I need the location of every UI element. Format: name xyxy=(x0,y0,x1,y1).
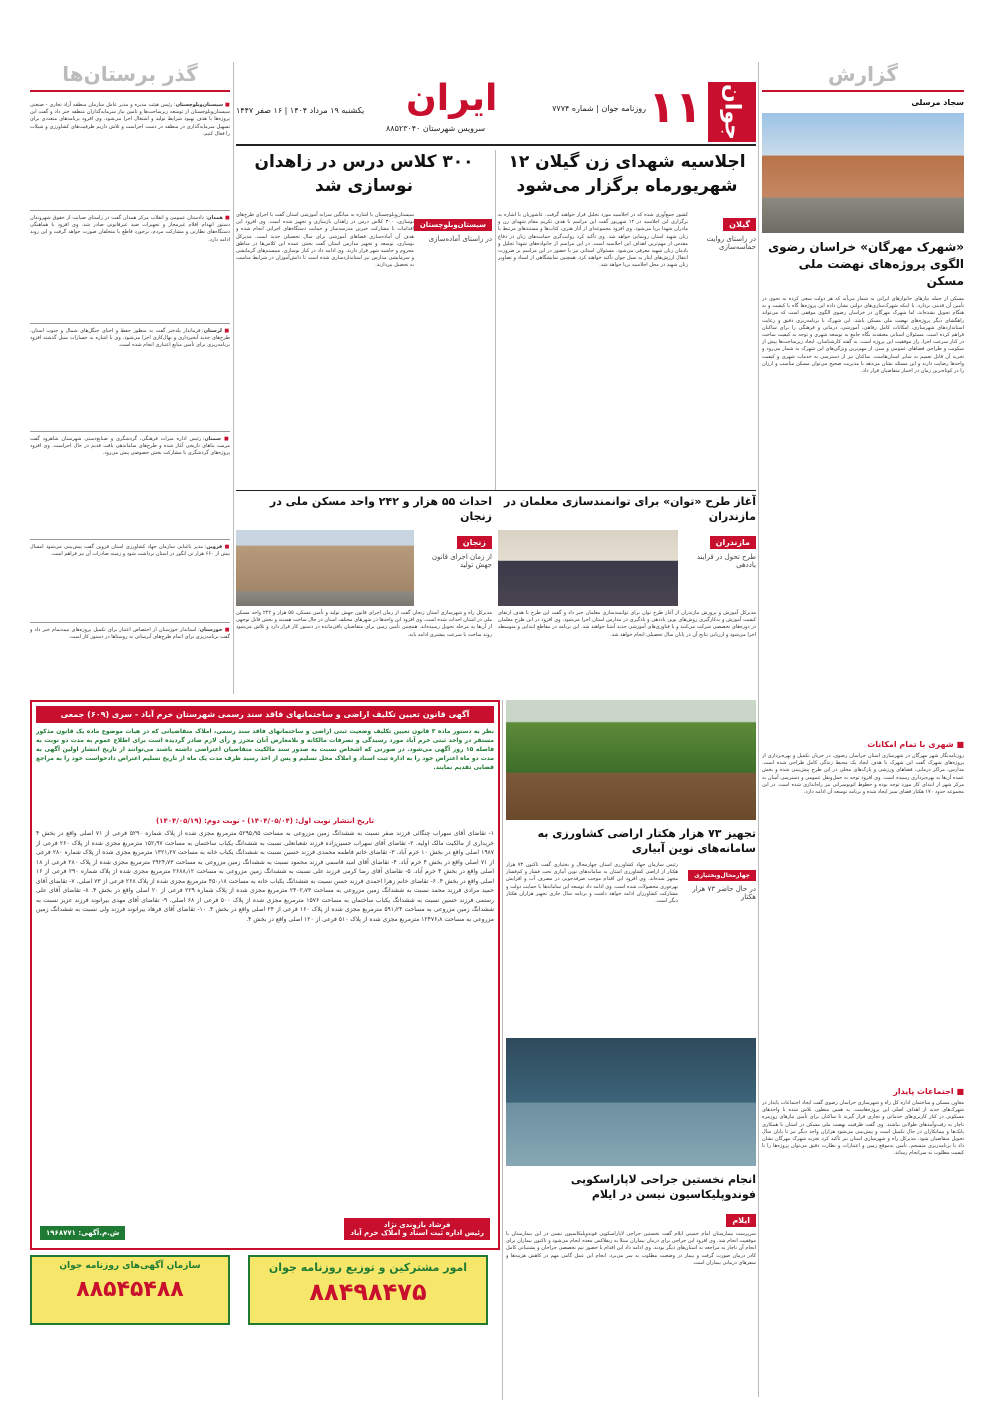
column-divider xyxy=(495,150,496,490)
right-sidebar-body-1: مسکن از جمله نیازهای خانوارهای ایرانی به شمار می‌آید که هر دولت سعی کرده به نحوی در تأمین آن قدمی بردارد. با اینکه شهرک‌سازی‌های دولتی نشان داده این پروژه‌ها گاه با کیفیت و به هنگام تحویل نشده‌اند، اما شهرک مهرگان در خراسان رضوی الگوی موفقی است که می‌تواند راهگشای دیگر پروژه‌های نهضت ملی مسکن باشد. این شهرک با برنامه‌ریزی دقیق و رعایت استانداردهای شهرسازی، امکانات کامل رفاهی، آموزشی، درمانی و فرهنگی را برای ساکنان فراهم کرده است. مسئولان استانی معتقدند نگاه جامع به توسعه شهری و توجه به کیفیت ساخت در کنار سرعت اجرا، راز موفقیت این پروژه است. به گفته کارشناسان، ایجاد زیرساخت‌ها پیش از سکونت و طراحی فضاهای عمومی و سبز، از مهم‌ترین ویژگی‌های این شهرک به شمار می‌رود و تجربه آن قابل تعمیم به سایر استان‌هاست. ساکنان نیز از دسترسی به خدمات شهری و کیفیت واحدها رضایت دارند و این مسئله نشان می‌دهد با مدیریت صحیح می‌توان مسکن مناسب و ارزان را در کوتاه‌ترین زمان در اختیار متقاضیان قرار داد. xyxy=(762,296,964,375)
article-body: رئیس سازمان جهاد کشاورزی استان چهارمحال و بختیاری گفت تاکنون ۷۳ هزار هکتار از اراضی کشاورزی استان به سامانه‌های نوین آبیاری تحت فشار و کم‌فشار مجهز شده‌اند. وی افزود این اقدام موجب صرفه‌جویی در مصرف آب و افزایش بهره‌وری محصولات شده است. وی ادامه داد توسعه این سامانه‌ها با حمایت دولت و مشارکت کشاورزان ادامه خواهد داشت و برنامه سال جاری تجهیز هزاران هکتار دیگر است. xyxy=(506,862,678,905)
article-headline: تجهیز ۷۳ هزار هکتار اراضی کشاورزی به سامانه‌های نوین آبیاری xyxy=(537,827,756,855)
column-divider xyxy=(502,700,503,1400)
sidebar-item-province: قزوین xyxy=(206,544,223,550)
sidebar-item: ■ همدان: دادستان عمومی و انقلاب مرکز همدان گفت در راستای صیانت از حقوق شهروندان دستور انهدام اقلام غیرمجاز و تجهیزات صید غیرقانونی صادر شد. وی افزود با هماهنگی دستگاه‌های نظارتی و مشارکت مردم، برخورد قاطع با متخلفان صورت خواهد گرفت و این روند ادامه دارد. xyxy=(30,210,230,315)
article-body: مدیرکل آموزش و پرورش مازندران از آغاز طرح توان برای توانمندسازی معلمان خبر داد و گفت این طرح با هدف ارتقای کیفیت آموزش و به‌کارگیری روش‌های نوین یاددهی و یادگیری در مدارس استان اجرا می‌شود. وی افزود در این طرح معلمان در دوره‌های تخصصی شرکت می‌کنند و با فناوری‌های آموزشی جدید آشنا خواهند شد. این برنامه در مقاطع ابتدایی و متوسطه اجرا می‌شود و ارزیابی نتایج آن در پایان سال تحصیلی انجام خواهد شد. xyxy=(498,610,756,638)
subscribers-phone: ۸۸۴۹۸۴۷۵ xyxy=(309,1278,427,1306)
notice-number: ش.م.آگهی: ۱۹۶۸۷۷۱ xyxy=(40,1226,125,1240)
eleven-logo: ۱۱ xyxy=(648,82,702,133)
service-line: سرویس شهرستان ۸۸۵۲۳۰۴۰ xyxy=(386,124,486,133)
ads-org-box xyxy=(30,1255,230,1325)
article-body: سیستان‌وبلوچستان با اشاره به میانگین سرانه آموزشی استان گفت با اجرای طرح‌های نوسازی، ۳۰۰ کلاس درس در زاهدان بازسازی و تجهیز شده است. وی افزود این اقدامات با مشارکت خیرین مدرسه‌ساز و حمایت دستگاه‌های اجرایی انجام شده و هدف آن آماده‌سازی فضاهای آموزشی برای سال تحصیلی جدید است. مدیرکل نوسازی، توسعه و تجهیز مدارس استان گفت بخش عمده این کلاس‌ها در مناطق محروم و حاشیه شهر قرار دارند. وی ادامه داد در کنار نوسازی، سیستم‌های گرمایشی و سرمایشی مدارس نیز استانداردسازی شده است تا دانش‌آموزان در شرایط مناسب به تحصیل بپردازند. xyxy=(236,212,415,269)
sidebar-item: ■ لرستان: فرماندار پلدختر گفت به منظور حفظ و احیای جنگل‌های شمال و جنوب استان، طرح‌های جدید آبخیزداری و نهال‌کاری اجرا می‌شود. وی با اشاره به خسارات سیل گذشته افزود برنامه‌ریزی برای تأمین منابع اعتباری انجام شده است. xyxy=(30,323,230,423)
province-tag: مازندران xyxy=(710,536,756,549)
subhead-2: ■ اجتماعات پایدار xyxy=(893,1087,964,1096)
article-gilan xyxy=(498,150,756,490)
province-tag: ایلام xyxy=(726,1214,756,1227)
reporter-note: در راستای آماده‌سازی xyxy=(428,235,492,243)
author: سجاد مرسلی xyxy=(911,98,964,107)
reporter-note: در حال حاضر ۷۳ هزار هکتار xyxy=(692,885,756,901)
legal-notice xyxy=(30,700,500,1250)
section-label: روزنامه جوان | شماره ۷۷۷۴ xyxy=(552,104,646,113)
buildings-photo xyxy=(236,530,414,606)
left-sidebar-title: گذر برستان‌ها xyxy=(30,62,230,92)
province-tag: سیستان‌وبلوچستان xyxy=(414,219,492,231)
header-rule xyxy=(236,144,756,146)
row-divider xyxy=(236,490,756,491)
province-tag: گیلان xyxy=(723,218,756,231)
sidebar-item-province: همدان xyxy=(207,215,223,221)
article-body: سرپرست بیمارستان امام خمینی ایلام گفت نخستین جراحی لاپاراسکوپی فوندوپلیکاسیون نیسن در این بیمارستان با موفقیت انجام شد. وی افزود این جراحی برای درمان بیماران مبتلا به ریفلاکس معده انجام می‌شود و تاکنون بیماران برای انجام آن ناچار به مراجعه به استان‌های دیگر بودند. وی ادامه داد این اقدام با حضور تیم تخصصی جراحان و پشتیبانی کامل کادر درمان صورت گرفت و بیمار در وضعیت مطلوب به سر می‌برد. انجام این عمل گامی مهم در کاهش هزینه‌ها و سفرهای درمانی بیماران است. xyxy=(506,1231,756,1266)
sidebar-item: ■ قزوین: مدیر باغبانی سازمان جهاد کشاورزی استان قزوین گفت پیش‌بینی می‌شود امسال بیش از ۶۶۰ هزار تن انگور در استان برداشت شود و زمینه صادرات آن نیز فراهم است. xyxy=(30,539,230,614)
column-divider xyxy=(758,62,759,1397)
left-sidebar xyxy=(30,62,230,692)
ads-phone: ۸۸۵۴۵۴۸۸ xyxy=(76,1277,184,1302)
sidebar-item: ■ خوزستان: استاندار خوزستان از اختصاص اعتبار برای تکمیل پروژه‌های نیمه‌تمام خبر داد و گفت برنامه‌ریزی برای اتمام طرح‌های آبرسانی به روستاها در دستور کار است. xyxy=(30,622,230,689)
province-tag: زنجان xyxy=(457,536,492,549)
sidebar-item: ■ سمنان: رئیس اداره میراث فرهنگی، گردشگری و صنایع‌دستی شهرستان شاهرود گفت مرمت بناهای تاریخی آغاز شده و طرح‌های ساماندهی بافت قدیم در حال اجراست. وی افزود پروژه‌های گردشگری با مشارکت بخش خصوصی پیش می‌رود. xyxy=(30,431,230,531)
column-divider xyxy=(233,62,234,694)
sidebar-item-province: سیستان‌وبلوچستان xyxy=(175,102,224,108)
province-tag: چهارمحال‌وبختیاری xyxy=(688,870,756,881)
teachers-photo xyxy=(498,530,678,606)
right-sidebar-body-2: روزنامه‌نگار شهر مهرگان در شهرسازی استان خراسان رضوی، در جریان تکمیل و بهره‌برداری از پروژه‌های شهرک گفت این شهرک با هدف ایجاد یک محیط زندگی کامل طراحی شده است. مدارس، مراکز درمانی، فضاهای ورزشی و پارک‌های محلی در این طرح پیش‌بینی شده و بخش عمده آن‌ها به بهره‌برداری رسیده است. وی افزود توجه به حمل‌ونقل عمومی و دسترسی آسان به مرکز شهر از ابتدای کار مورد توجه بوده و خطوط اتوبوسرانی نیز راه‌اندازی شده است. در این مجموعه حدود ۱۷۰ هکتار فضای سبز ایجاد شده و برنامه توسعه آن ادامه دارد. xyxy=(762,753,964,796)
article-headline: انجام نخستین جراحی لاپاراسکوپی فوندوپلیکاسیون نیسن در ایلام xyxy=(570,1173,756,1201)
sidebar-item-province: سمنان xyxy=(204,436,221,442)
date-line: یکشنبه ۱۹ مرداد ۱۴۰۴ | ۱۶ صفر ۱۴۴۷ xyxy=(236,106,365,115)
right-sidebar-body-3: معاون مسکن و ساختمان اداره کل راه و شهرسازی خراسان رضوی گفت ایجاد اجتماعات پایدار در شهرک‌های جدید از اهداف اصلی این پروژه‌هاست. به همین منظور، تلاش شده تا واحدهای مسکونی در کنار کاربری‌های خدماتی و تجاری قرار گیرند تا ساکنان برای تأمین نیازهای روزمره ناچار به رفت‌وآمدهای طولانی نباشند. وی گفت ظرفیت نهضت ملی مسکن در استان با همکاری بانک‌ها و پیمانکاران در حال تکمیل است و پیش‌بینی می‌شود هزاران واحد دیگر نیز تا پایان سال تحویل متقاضیان شود. مدیرکل راه و شهرسازی استان نیز تأکید کرد تجربه شهرک مهرگان نشان داد با برنامه‌ریزی منسجم، تأمین به‌موقع زمین و اعتبارات و نظارت دقیق می‌توان پروژه‌ها را با کیفیت مطلوب به سرانجام رساند. xyxy=(762,1100,964,1157)
article-body: مدیرکل راه و شهرسازی استان زنجان گفت از زمان اجرای قانون جهش تولید و تأمین مسکن، ۵۵ هزار و ۲۴۲ واحد مسکن ملی در استان احداث شده است. وی افزود این واحدها در شهرهای مختلف استان در حال ساخت هستند و بخش قابل توجهی از آن‌ها به مرحله تحویل رسیده‌اند. همچنین تأمین زمین برای متقاضیان باقی‌مانده در دستور کار قرار دارد و تلاش می‌شود روند ساخت با سرعت بیشتری ادامه یابد. xyxy=(236,610,492,638)
masthead xyxy=(236,82,756,142)
reporter-note: از زمان اجرای قانون جهش تولید xyxy=(431,553,492,569)
surgery-photo xyxy=(506,1038,756,1166)
subhead-1: ■ شهری با تمام امکانات xyxy=(867,740,964,749)
legal-notice-list: ۱- تقاضای آقای سهراب چنگائی فرزند صفر نسبت به ششدانگ زمین مزروعی به مساحت ۵۲۹۵٫۹۵ مترمربع مجزی شده از پلاک شماره ۵۲۹۰ فرعی از ۷۱ اصلی واقع در بخش ۴ خریداری از مالکیت مالک اولیه. ۲- تقاضای آقای سهراب حسین‌زاده فرزند شعبانعلی نسبت به ششدانگ یکباب ساختمان به مساحت ۱۵۲٫۹۷ مترمربع مجزی شده از پلاک ۲۶۰ فرعی از ۱۹۸۷ اصلی واقع در بخش ۱۰ خرم آباد. ۳- تقاضای خانم فاطمه محمدی فرزند حسین نسبت به ششدانگ یکباب خانه به مساحت ۱۳۲۱٫۲۷ مترمربع مجزی شده از پلاک شماره ۲۸۰ فرعی از ۷۱ اصلی واقع در بخش ۴ خرم آباد. ۴- تقاضای آقای امید قاسمی فرزند محمود نسبت به ششدانگ زمین مزروعی به مساحت ۲۹۲۴٫۷۳ مترمربع مجزی شده از پلاک ۲۸۰ فرعی از ۱۸ اصلی واقع در بخش ۴ خرم آباد. ۵- تقاضای آقای رضا کرمی فرزند علی نسبت به ششدانگ زمین مزروعی به مساحت ۲۶۸۸٫۱۲ مترمربع مجزی شده از پلاک شماره ۲۹۰ فرعی از ۱۶ اصلی واقع در بخش ۴. ۶- تقاضای خانم زهرا احمدی فرزند حسن نسبت به ششدانگ یکباب خانه به مساحت ۴۵۰٫۱۸ مترمربع مجزی شده از پلاک ۲۶۸ فرعی از ۷۳ اصلی. ۷- تقاضای آقای حمید مرادی فرزند محمد نسبت به ششدانگ زمین مزروعی به مساحت ۲۴۰۲٫۷۳ مترمربع مجزی شده از پلاک شماره ۲۲۹ فرعی از ۲۰ اصلی واقع در بخش ۴. ۸- تقاضای آقای علی رستمی فرزند حسین نسبت به ششدانگ یکباب ساختمان به مساحت ۱۵۷۶ مترمربع مجزی شده از پلاک ۵۰۰ فرعی از ۶۸ اصلی. ۹- تقاضای آقای مهدی بیرانوند فرزند عزیز نسبت به ششدانگ زمین مزروعی به مساحت ۵۹۱٫۲۴ مترمربع مجزی شده از پلاک ۱۶۰ فرعی از ۲۴ اصلی واقع در بخش ۴. ۱۰- تقاضای آقای فرهاد بیرانوند فرزند ولی نسبت به ششدانگ زمین مزروعی به مساحت ۱۲۴۷۶٫۸ مترمربع مجزی شده از پلاک ۵۱۰ فرعی از ۱۲۰ اصلی واقع در بخش ۴. xyxy=(36,830,495,923)
legal-notice-intro: نظر به دستور ماده ۳ قانون تعیین تکلیف وضعیت ثبتی اراضی و ساختمانهای فاقد سند رسمی، املاک متقاضیانی که در هیات موضوع ماده یک قانون مذکور مستقر در واحد ثبتی خرم آباد مورد رسیدگی و تصرفات مالکانه و بلامعارض آنان محرز و رأی لازم صادر گردیده است برای اطلاع عموم به مدت دو نوبت به فاصله ۱۵ روز آگهی می‌شود. در صورتی که اشخاص نسبت به صدور سند مالکیت متقاضیان اعتراضی داشته باشند می‌توانند از تاریخ انتشار اولین آگهی به مدت دو ماه اعتراض خود را به اداره ثبت اسناد و املاک محل تسلیم و پس از اخذ رسید ظرف مدت یک ماه از تاریخ تسلیم اعتراض دادخواست خود را به مراجع قضایی تقدیم نمایند. xyxy=(36,728,494,771)
right-sidebar xyxy=(762,62,964,1397)
housing-photo xyxy=(762,113,964,233)
article-ilam xyxy=(506,1038,756,1398)
notice-signature: فرشاد بازوندی نژاد رئیس اداره ثبت اسناد و املاک خرم آباد xyxy=(344,1218,490,1240)
article-headline: ۳۰۰ کلاس درس در زاهدان نوسازی شد xyxy=(254,152,474,196)
brand-logo: جوان xyxy=(708,82,756,142)
reporter-note: در راستای روایت حماسه‌سازی xyxy=(706,235,756,251)
article-headline: آغاز طرح «توان» برای توانمندسازی معلمان در مازندران xyxy=(504,495,756,523)
legal-notice-dates: تاریخ انتشار نوبت اول: (۱۴۰۴/۰۵/۰۴) - نوبت دوم: (۱۴۰۴/۰۵/۱۹) xyxy=(155,817,375,825)
subscribers-box xyxy=(248,1255,488,1325)
sidebar-item-province: خوزستان xyxy=(199,627,223,633)
article-headline: احداث ۵۵ هزار و ۲۴۲ واحد مسکن ملی در زنجان xyxy=(269,495,492,523)
sidebar-item: ■ سیستان‌وبلوچستان: رئیس هیئت مدیره و مدیر عامل سازمان منطقه آزاد تجاری - صنعتی سیستان‌وبلوچستان از توسعه زیرساخت‌ها و تامین نیاز سرمایه‌گذاران منطقه خبر داد و گفت این پروژه‌ها با هدف بهبود شرایط تولید و اشتغال اجرا می‌شود. وی افزود برنامه‌های متعددی برای تسهیل سرمایه‌گذاری در منطقه در دست اجراست و تلاش داریم ظرفیت‌های کشاورزی و شیلات را فعال کنیم. xyxy=(30,102,230,137)
article-headline: اجلاسیه شهدای زن گیلان ۱۲ شهریورماه برگزار می‌شود xyxy=(508,152,746,196)
article-body: کشور جمع‌آوری شده که در اجلاسیه مورد تجلیل قرار خواهند گرفت. عاشوریان با اشاره به برگزاری این اجلاسیه در ۱۲ شهریور گفت این مراسم با هدف تکریم مقام شهدای زن و مادران شهدا برپا می‌شود. وی افزود مجموعه‌ای از آثار هنری، کتاب‌ها و مستندهای مرتبط با زنان شهید استان رونمایی خواهد شد. وی تأکید کرد روایت‌گری حماسه‌های زنان در دفاع مقدس از مهم‌ترین اهداف این اجلاسیه است. در این مراسم از خانواده‌های شهدا تجلیل و یادمان زنان شهید معرفی می‌شود. مسئولان استانی نیز با حضور در این مراسم بر ضرورت انتقال ارزش‌های ایثار به نسل جوان تأکید خواهند کرد. همچنین نمایشگاهی از اسناد و تصاویر زنان شهید در محل اجلاسیه برپا خواهد شد. xyxy=(498,212,688,269)
irrigation-photo xyxy=(506,700,756,820)
sidebar-item-province: لرستان xyxy=(203,328,222,334)
right-sidebar-title: گزارش xyxy=(762,62,964,92)
article-zahedan xyxy=(236,150,492,490)
ads-org-label: سازمان آگهی‌های روزنامه جوان xyxy=(59,1261,201,1271)
legal-notice-title: آگهی قانون تعیین تکلیف اراضی و ساختمانهای فاقد سند رسمی شهرستان خرم آباد - سری (۶۰۹) جمعی xyxy=(36,706,494,723)
article-zanjan xyxy=(236,494,492,694)
article-mazandaran xyxy=(498,494,756,694)
right-sidebar-headline: «شهرک مهرگان» خراسان رضوی الگوی پروژه‌های نهضت ملی مسکن xyxy=(768,240,964,288)
article-chaharmahal xyxy=(506,700,756,1030)
supplement-name: ایران xyxy=(406,82,498,119)
reporter-note: طرح تحول در فرایند یاددهی xyxy=(696,553,756,569)
subscribers-label: امور مشترکین و توزیع روزنامه جوان xyxy=(268,1261,468,1274)
